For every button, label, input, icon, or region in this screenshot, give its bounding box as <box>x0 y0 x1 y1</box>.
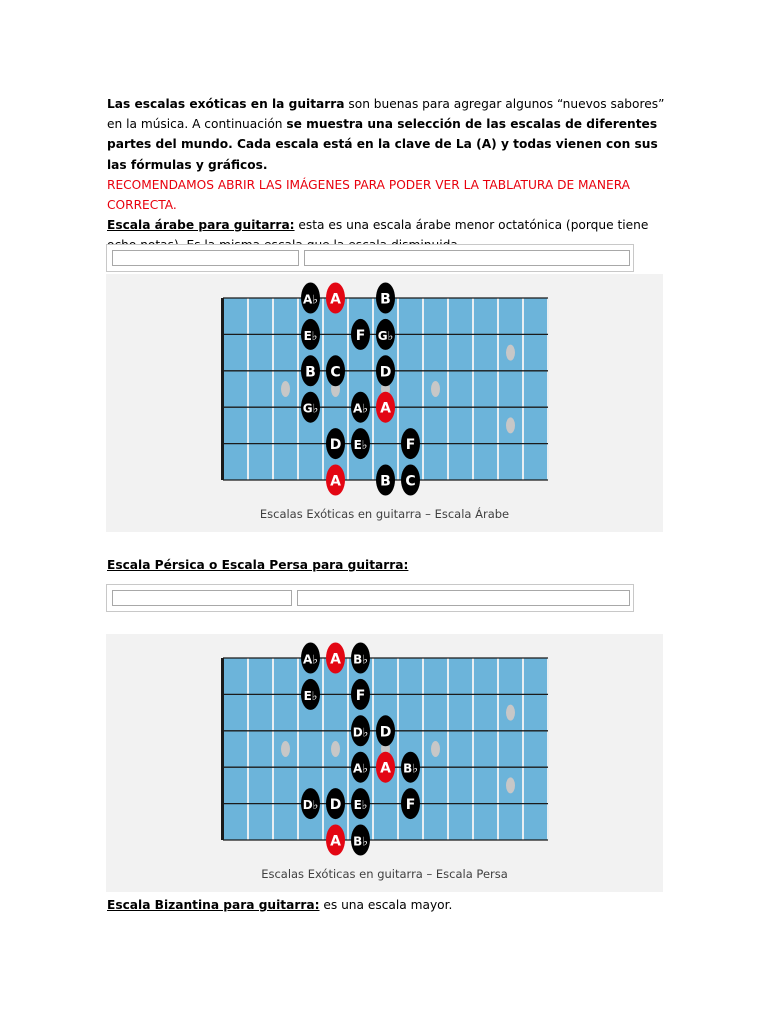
root-note-marker <box>326 643 345 674</box>
root-note-marker <box>326 825 345 856</box>
note-marker <box>301 679 320 710</box>
note-marker <box>401 752 420 783</box>
figure-arabe <box>106 274 663 532</box>
fret-inlay <box>431 741 440 757</box>
note-label: E♭ <box>303 688 318 703</box>
note-marker <box>351 788 370 819</box>
note-label: D <box>329 437 342 454</box>
fretboard-arabe <box>219 274 549 497</box>
note-label: G♭ <box>377 328 394 343</box>
persa-heading: Escala Pérsica o Escala Persa para guitarra: <box>107 558 409 572</box>
note-marker <box>326 788 345 819</box>
note-label: A♭ <box>353 761 368 776</box>
note-marker <box>351 679 370 710</box>
intro-bold-text: se muestra una selección de las escalas de diferentes partes del mundo. Cada escala está en la clave de La (A) y todas vienen con sus las fórmulas y gráficos. <box>107 117 658 172</box>
nut <box>221 298 224 480</box>
note-marker <box>376 355 395 386</box>
table-cell <box>112 250 299 266</box>
note-label: D♭ <box>302 798 319 813</box>
note-marker <box>401 788 420 819</box>
note-marker <box>301 319 320 350</box>
note-marker <box>351 643 370 674</box>
note-label: A <box>330 651 341 668</box>
table-cell <box>112 590 292 606</box>
note-label: B♭ <box>403 761 418 776</box>
note-marker <box>351 715 370 746</box>
note-label: A <box>330 473 341 490</box>
fret-inlay <box>506 417 515 433</box>
nut <box>221 658 224 840</box>
note-marker <box>301 643 320 674</box>
root-note-marker <box>326 465 345 496</box>
fret-inlay <box>506 345 515 361</box>
note-marker <box>401 428 420 459</box>
note-label: E♭ <box>303 328 318 343</box>
arabe-text: esta es una escala árabe menor octatónica (porque tiene <box>298 218 649 233</box>
note-label: A♭ <box>353 401 368 416</box>
note-label: B <box>380 291 391 308</box>
table-row-1 <box>106 244 634 272</box>
intro-text: son buenas para agregar algunos “nuevos sabores” en la música. A continuación <box>107 97 665 132</box>
bizantina-line <box>107 895 667 915</box>
note-label: F <box>355 327 366 344</box>
note-marker <box>376 283 395 314</box>
fretboard-persa <box>219 634 549 857</box>
note-label: B <box>380 473 391 490</box>
note-marker <box>401 465 420 496</box>
note-label: D <box>329 797 342 814</box>
note-marker <box>351 392 370 423</box>
note-marker <box>301 392 320 423</box>
note-label: D <box>379 364 392 381</box>
root-note-marker <box>376 392 395 423</box>
intro-warning: RECOMENDAMOS ABRIR LAS IMÁGENES PARA PODER VER LA TABLATURA DE MANERA CORRECTA. <box>107 177 631 213</box>
fret-inlay <box>431 381 440 397</box>
fret-inlay <box>506 777 515 793</box>
note-label: B <box>305 364 316 381</box>
figure-persa <box>106 634 663 892</box>
persa-heading-line <box>107 555 667 575</box>
fret-inlay <box>281 741 290 757</box>
note-label: A <box>330 291 341 308</box>
note-marker <box>351 319 370 350</box>
note-marker <box>301 355 320 386</box>
table-cell <box>297 590 630 606</box>
note-marker <box>326 428 345 459</box>
note-label: A <box>380 760 391 777</box>
note-marker <box>376 465 395 496</box>
intro-bold-title: Las escalas exóticas en la guitarra <box>107 97 345 111</box>
note-label: A <box>380 400 391 417</box>
table-cell <box>304 250 630 266</box>
note-marker <box>351 428 370 459</box>
note-marker <box>351 752 370 783</box>
note-marker <box>301 283 320 314</box>
note-marker <box>301 788 320 819</box>
note-marker <box>351 825 370 856</box>
note-label: E♭ <box>353 798 368 813</box>
bizantina-heading: Escala Bizantina para guitarra: <box>107 898 320 912</box>
note-label: E♭ <box>353 438 368 453</box>
note-label: G♭ <box>302 401 319 416</box>
arabe-heading: Escala árabe para guitarra: <box>107 218 295 233</box>
note-label: F <box>405 437 416 454</box>
note-label: A♭ <box>303 292 318 307</box>
fret-inlay <box>506 705 515 721</box>
note-label: D <box>379 724 392 741</box>
bizantina-text: es una escala mayor. <box>319 898 453 912</box>
note-label: F <box>355 687 366 704</box>
note-marker <box>376 319 395 350</box>
note-marker <box>326 355 345 386</box>
note-label: A <box>330 833 341 850</box>
root-note-marker <box>326 283 345 314</box>
root-note-marker <box>376 752 395 783</box>
note-marker <box>376 715 395 746</box>
fret-inlay <box>281 381 290 397</box>
fret-inlay <box>331 741 340 757</box>
note-label: C <box>330 364 341 381</box>
note-label: B♭ <box>353 834 368 849</box>
intro-paragraph <box>107 94 667 256</box>
table-row-2 <box>106 584 634 612</box>
note-label: B♭ <box>353 652 368 667</box>
note-label: F <box>405 797 416 814</box>
note-label: A♭ <box>303 652 318 667</box>
caption-persa: Escalas Exóticas en guitarra – Escala Persa <box>261 867 508 881</box>
caption-arabe: Escalas Exóticas en guitarra – Escala Árabe <box>259 507 510 521</box>
note-label: C <box>405 473 416 490</box>
note-label: D♭ <box>352 725 369 740</box>
